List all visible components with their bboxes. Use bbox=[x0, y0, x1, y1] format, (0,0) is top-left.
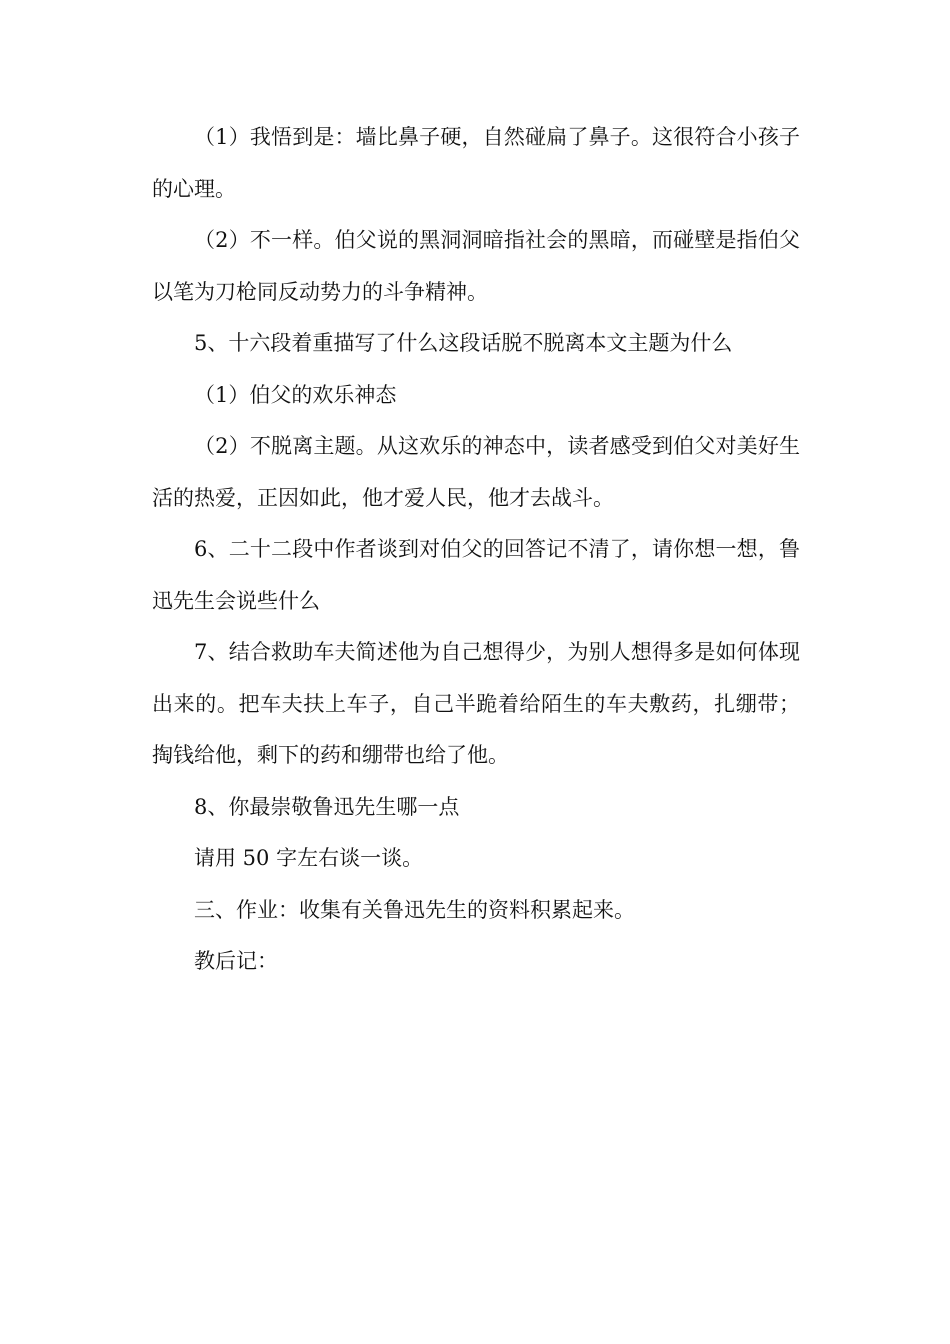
paragraph-question-6: 6、二十二段中作者谈到对伯父的回答记不清了，请你想一想，鲁迅先生会说些什么 bbox=[152, 537, 800, 613]
document-body bbox=[152, 112, 800, 988]
paragraph-instruction: 请用 50 字左右谈一谈。 bbox=[194, 846, 424, 870]
paragraph-answer-2: （2）不一样。伯父说的黑洞洞暗指社会的黑暗，而碰壁是指伯父以笔为刀枪同反动势力的斗争精神。 bbox=[152, 228, 800, 304]
paragraph-homework: 三、作业：收集有关鲁迅先生的资料积累起来。 bbox=[194, 897, 635, 922]
paragraph-teaching-notes: 教后记： bbox=[194, 949, 278, 973]
paragraph-answer-1: （1）我悟到是：墙比鼻子硬，自然碰扁了鼻子。这很符合小孩子的心理。 bbox=[152, 125, 800, 201]
paragraph-answer-5-1: （1）伯父的欢乐神态 bbox=[194, 382, 397, 407]
paragraph-question-7: 7、结合救助车夫简述他为自己想得少，为别人想得多是如何体现出来的。把车夫扶上车子，自己半跪着给陌生的车夫敷药，扎绷带；掏钱给他，剩下的药和绷带也给了他。 bbox=[152, 640, 800, 767]
paragraph-answer-5-2: （2）不脱离主题。从这欢乐的神态中，读者感受到伯父对美好生活的热爱，正因如此，他才爱人民，他才去战斗。 bbox=[152, 434, 800, 510]
paragraph-question-8: 8、你最崇敬鲁迅先生哪一点 bbox=[194, 794, 460, 819]
paragraph-question-5: 5、十六段着重描写了什么这段话脱不脱离本文主题为什么 bbox=[194, 331, 733, 355]
